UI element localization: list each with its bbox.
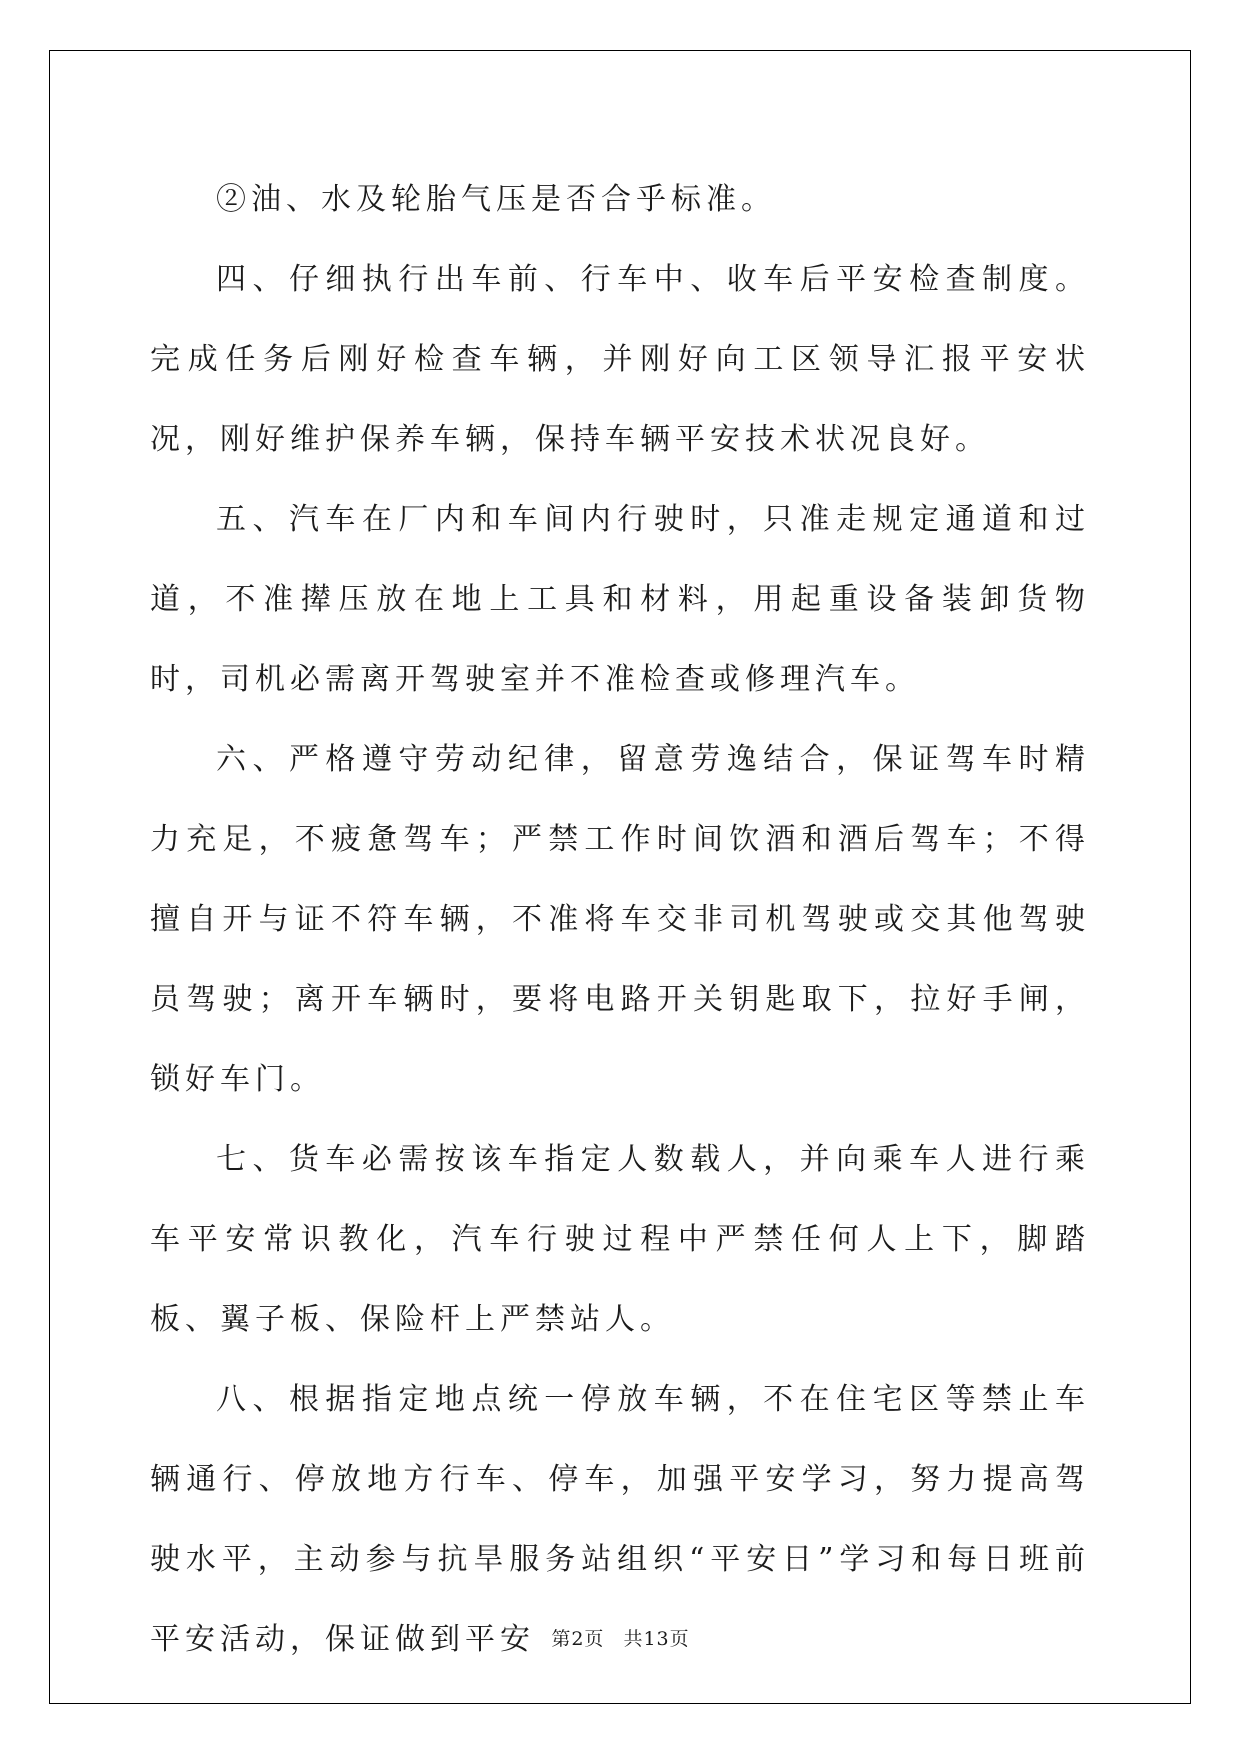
page-footer — [0, 1624, 1241, 1651]
document-body — [150, 160, 1090, 1680]
paragraph-section-5: 五、汽车在厂内和车间内行驶时，只准走规定通道和过道，不准撵压放在地上工具和材料，用起重设备装卸货物时，司机必需离开驾驶室并不准检查或修理汽车。 — [150, 502, 1090, 697]
paragraph-section-4: 四、仔细执行出车前、行车中、收车后平安检查制度。完成任务后刚好检查车辆，并刚好向工区领导汇报平安状况，刚好维护保养车辆，保持车辆平安技术状况良好。 — [150, 262, 1090, 457]
paragraph-section-6: 六、严格遵守劳动纪律，留意劳逸结合，保证驾车时精力充足，不疲惫驾车；严禁工作时间饮酒和酒后驾车；不得擅自开与证不符车辆，不准将车交非司机驾驶或交其他驾驶员驾驶；离开车辆时，要将电路开关钥匙取下，拉好手闸，锁好车门。 — [150, 742, 1090, 1097]
page-number: 第2页 — [551, 1628, 605, 1650]
paragraph-item-2: ②油、水及轮胎气压是否合乎标准。 — [216, 182, 776, 217]
paragraph-section-8: 八、根据指定地点统一停放车辆，不在住宅区等禁止车辆通行、停放地方行车、停车，加强平安学习，努力提高驾驶水平，主动参与抗旱服务站组织“平安日”学习和每日班前平安活动，保证做到平安 — [150, 1382, 1090, 1657]
page-total: 共13页 — [623, 1628, 690, 1650]
paragraph-section-7: 七、货车必需按该车指定人数载人，并向乘车人进行乘车平安常识教化，汽车行驶过程中严禁任何人上下，脚踏板、翼子板、保险杆上严禁站人。 — [150, 1142, 1090, 1337]
